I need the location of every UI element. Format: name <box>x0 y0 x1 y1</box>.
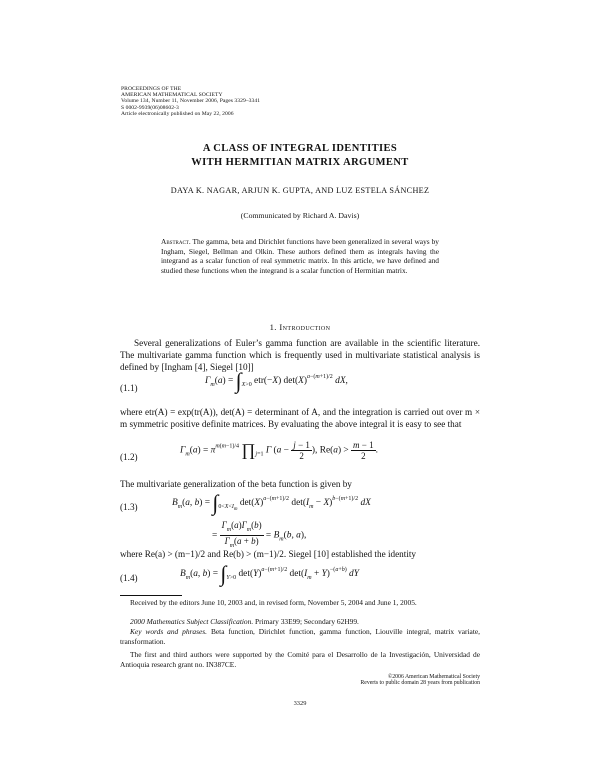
copyright-line2: Reverts to public domain 28 years from publication <box>360 680 480 687</box>
abstract-label: Abstract. <box>161 237 191 246</box>
communicated-by: (Communicated by Richard A. Davis) <box>240 211 360 220</box>
paper-title-line1: A CLASS OF INTEGRAL IDENTITIES <box>202 143 398 154</box>
copyright-line1: ©2006 American Mathematical Society <box>387 674 480 680</box>
section-heading <box>0 322 600 332</box>
body-paragraph-3: The multivariate generalization of the beta function is given by <box>120 479 352 489</box>
section-number: 1. <box>269 322 277 332</box>
footnote-support: The first and third authors were supported by the Comité para el Desarrollo de la Investigación, Universidad de Antioquia research grant no. IN387CE. <box>120 650 480 669</box>
equation-1-3-line2: = $\frac{\Gamma_m(a)\Gamma_m(b)}{\Gamma_m(a + b)}$ = $B_m(b$, a), <box>212 520 307 549</box>
footnote-msc-text: Primary 33E99; Secondary 62H99. <box>255 617 359 626</box>
page-number: 3329 <box>293 700 307 707</box>
body-paragraph-2: where etr(A) = exp(tr(A)), det(A) = determinant of A, and the integration is carried out over m × m symmetric positive definite matrices. By evaluating the above integral it is easy to see that <box>120 407 480 430</box>
equation-1-4: $B_m(a$, $b) = \int_{Y>0}$ $\det(Y)^{a-(m+1)/2}$ $\det(I_m + Y)^{-(a+b)}$ dY <box>180 561 359 586</box>
footnote-keywords-label: Key words and phrases. <box>130 627 207 636</box>
journal-volume: Volume 134, Number 11, November 2006, Pages 3329–3341 <box>121 98 261 105</box>
footnote-msc-label: 2000 Mathematics Subject Classification. <box>130 617 254 626</box>
equation-1-2: $\Gamma_m(a) = \pi^{m(m-1)/4}$ $\prod_{j=1}$ Γ (a − $\frac{j - 1}{2}$ ), Re(a) > $\frac{m - 1}{2}$ . <box>180 440 378 461</box>
footnote-keywords-text: Beta function, Dirichlet function, gamma function, Liouville integral, matrix variate, transformation. <box>120 627 481 646</box>
footnote-keywords <box>120 627 480 646</box>
body-paragraph-1: Several generalizations of Euler’s gamma function are available in the scientific literature. The multivariate gamma function which is frequently used in multivariate statistical analysis is defined by [Ingham [4], Siegel [10]] <box>120 338 480 373</box>
equation-label-1-2: (1.2) <box>120 452 138 462</box>
journal-name-line1: PROCEEDINGS OF THE <box>121 86 182 92</box>
abstract-text: The gamma, beta and Dirichlet functions have been generalized in several ways by Ingham, Siegel, Bellman and Olkin. These authors defined them as integrals having the integrand as a scalar function of real symmetric matrix. In this article, we have defined and studied these functions when the integrand is a scalar function of Hermitian matrix. <box>161 237 440 275</box>
section-title: Introduction <box>279 322 331 332</box>
copyright <box>360 674 480 687</box>
footnote-rule <box>120 595 182 596</box>
journal-header <box>121 86 260 117</box>
footnote-received: Received by the editors June 10, 2003 and, in revised form, November 5, 2004 and June 1, 2005. <box>130 598 417 607</box>
equation-1-1: $\Gamma_m(a) = \int_{X>0}$ etr(−X) $\det(X)^{a-(m+1)/2}$ dX, <box>205 368 348 393</box>
equation-label-1-4: (1.4) <box>120 573 138 583</box>
authors: DAYA K. NAGAR, ARJUN K. GUPTA, AND LUZ ESTELA SÁNCHEZ <box>170 186 430 195</box>
journal-published: Article electronically published on May 22, 2006 <box>121 110 234 117</box>
body-paragraph-4: where Re(a) > (m−1)/2 and Re(b) > (m−1)/2. Siegel [10] established the identity <box>120 549 417 559</box>
abstract <box>161 237 439 275</box>
paper-title-line2: WITH HERMITIAN MATRIX ARGUMENT <box>191 157 409 168</box>
journal-name-line2: AMERICAN MATHEMATICAL SOCIETY <box>121 92 223 99</box>
equation-label-1-3: (1.3) <box>120 502 138 512</box>
journal-doi: S 0002-9939(06)08602-3 <box>121 104 179 111</box>
footnote-msc <box>120 617 480 627</box>
equation-label-1-1: (1.1) <box>120 383 138 393</box>
equation-1-3-line1: $B_m(a$, $b) = \int_{0<X<I_m}$ $\det(X)^{a-(m+1)/2}$ $\det(I_m - X)^{b-(m+1)/2}$ dX <box>172 490 371 515</box>
